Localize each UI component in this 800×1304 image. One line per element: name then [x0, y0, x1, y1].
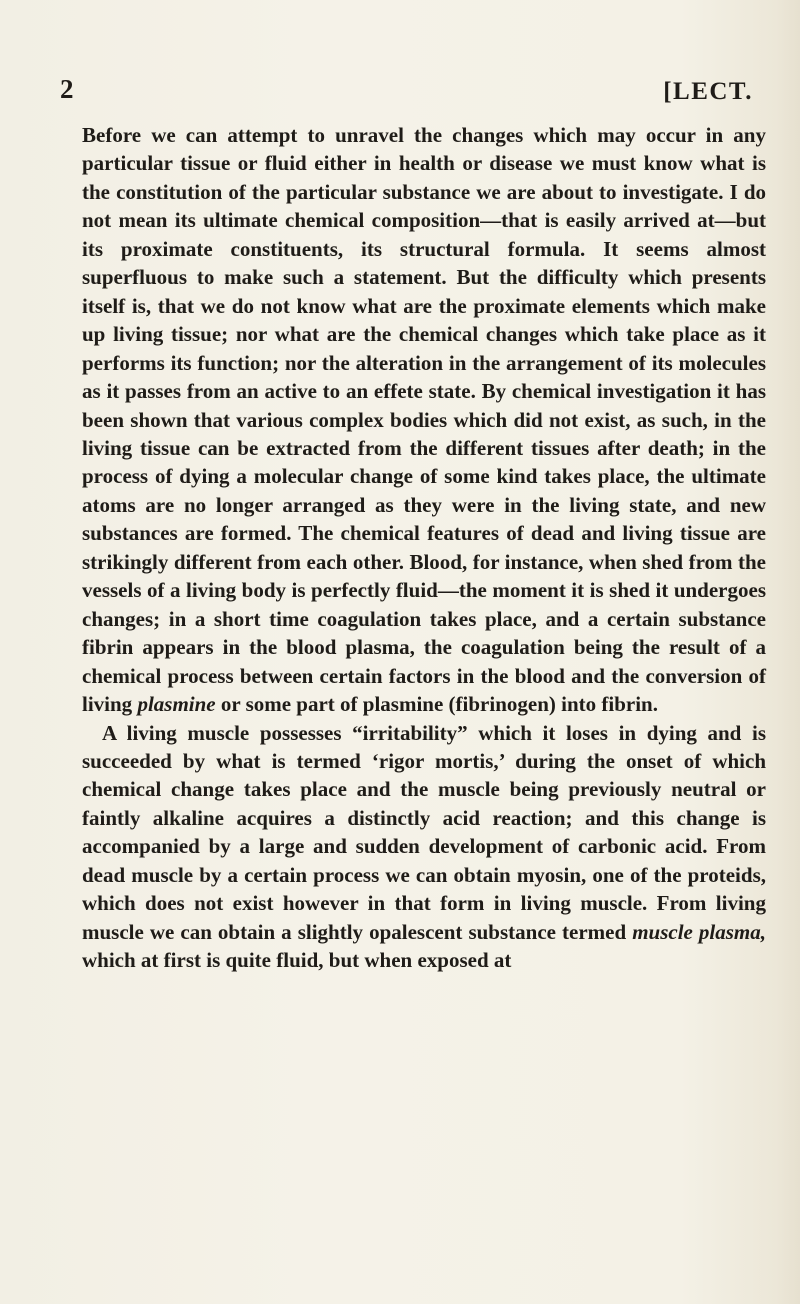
page-number: 2	[60, 74, 74, 104]
body-text	[82, 121, 766, 975]
paragraph	[82, 719, 766, 975]
italic-term: muscle plasma,	[632, 919, 766, 944]
page-header	[0, 74, 800, 108]
paragraph-text: or some part of plasmine (fibrinogen) into fibrin.	[215, 692, 658, 717]
paragraph	[82, 121, 766, 719]
italic-term: plasmine	[137, 692, 216, 717]
paragraph-text: Before we can attempt to unravel the changes which may occur in any particular tissue or fluid either in health or disease we must know what is the constitution of the particular substance we are about to investigate. I do not mean its ultimate chemical composition—that is easily arrived at—but its proximate constituents, its structural formula. It seems almost superfluous to make such a statement. But the difficulty which presents itself is, that we do not know what are the proximate elements which make up living tissue; nor what are the chemical changes which take place as it performs its function; nor the alteration in the arrangement of its molecules as it passes from an active to an effete state. By chemical investigation it has been shown that various complex bodies which did not exist, as such, in the living tissue can be extracted from the different tissues after death; in the process of dying a molecular change of some kind takes place, the ultimate atoms are no longer arranged as they were in the living state, and new substances are formed. The chemical features of dead and living tissue are strikingly different from each other. Blood, for instance, when shed from the vessels of a living body is perfectly fluid—the moment it is shed it undergoes changes; in a short time coagulation takes place, and a certain substance fibrin appears in the blood plasma, the coagulation being the result of a chemical process between certain factors in the blood and the conversion of living	[82, 123, 766, 717]
running-head: [LECT.	[663, 78, 753, 105]
paragraph-text: A living muscle possesses “irritability” which it loses in dying and is succeeded by what is termed ‘rigor mortis,’ during the onset of which chemical change takes place and the muscle being previously neutral or faintly alkaline acquires a distinctly acid reaction; and this change is accompanied by a large and sudden development of carbonic acid. From dead muscle by a certain process we can obtain myosin, one of the proteids, which does not exist however in that form in living muscle. From living muscle we can obtain a slightly opalescent substance termed	[82, 720, 766, 944]
paragraph-text: which at first is quite fluid, but when exposed at	[82, 948, 512, 973]
